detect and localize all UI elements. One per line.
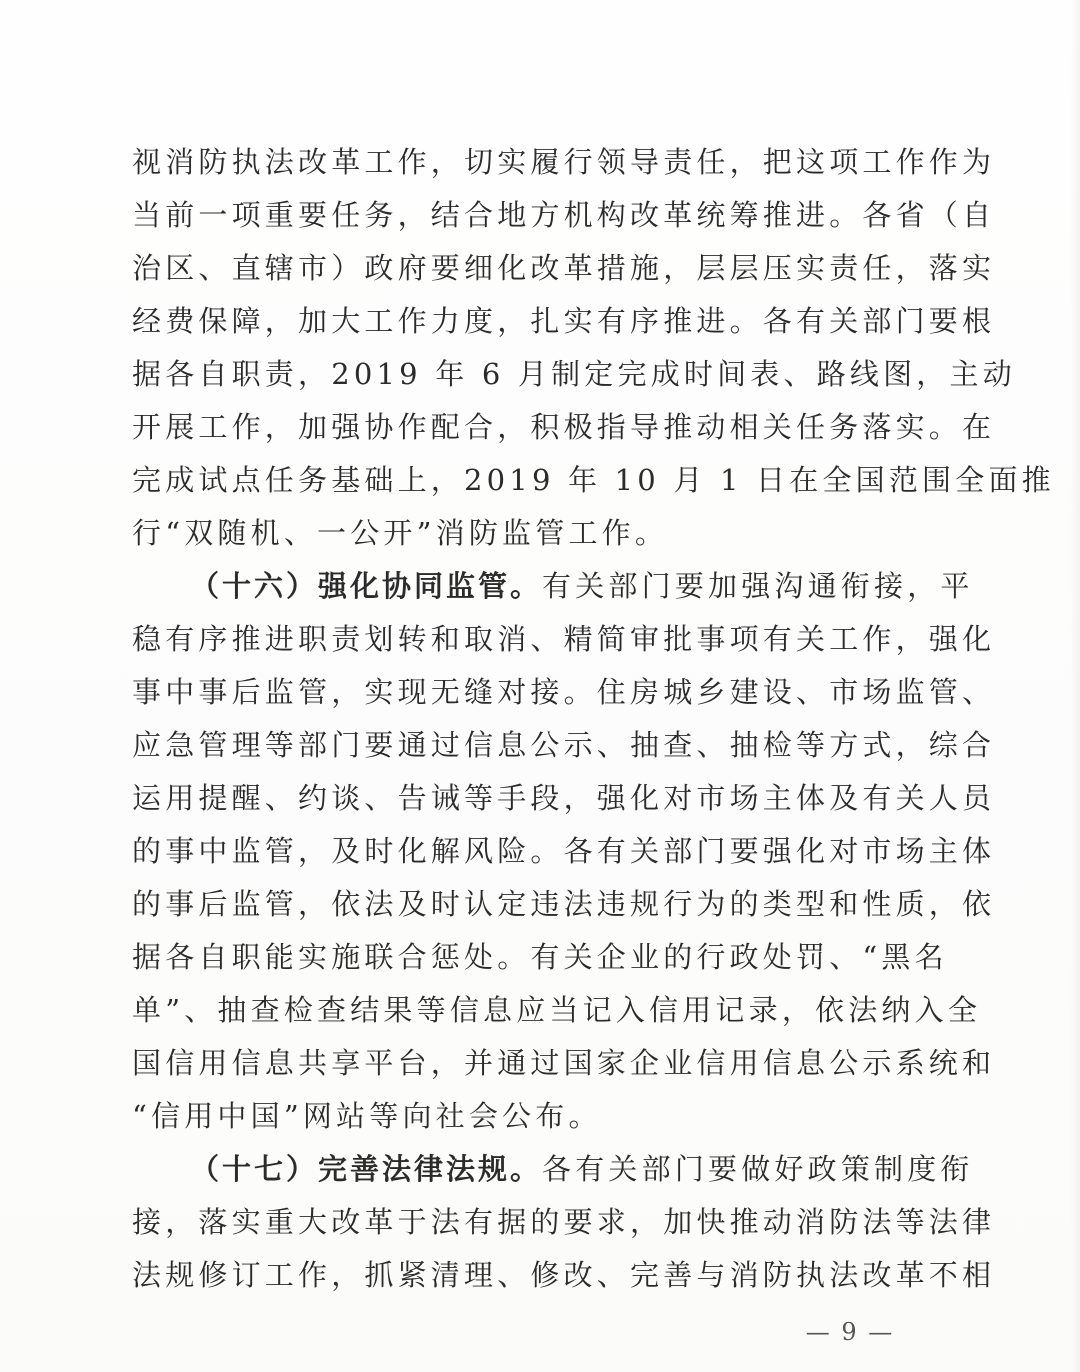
text-line: 单”、抽查检查结果等信息应当记入信用记录，依法纳入全 bbox=[132, 993, 982, 1027]
scan-edge-shadow bbox=[1070, 0, 1080, 1372]
text-line: 据各自职责，2019 年 6 月制定完成时间表、路线图，主动 bbox=[132, 357, 1016, 391]
text-line: 视消防执法改革工作，切实履行领导责任，把这项工作作为 bbox=[132, 145, 996, 179]
section-17-first-line bbox=[132, 1143, 974, 1196]
text-line: 运用提醒、约谈、告诫等手段，强化对市场主体及有关人员 bbox=[132, 781, 996, 815]
text-line: 接，落实重大改革于法有据的要求，加快推动消防法等法律 bbox=[132, 1205, 996, 1239]
section-16-first-line-text: 有关部门要加强沟通衔接，平 bbox=[542, 569, 974, 603]
text-line: 据各自职能实施联合惩处。有关企业的行政处罚、“黑名 bbox=[132, 940, 948, 974]
text-line: 经费保障，加大工作力度，扎实有序推进。各有关部门要根 bbox=[132, 304, 996, 338]
section-16-first-line bbox=[132, 560, 974, 613]
text-line: 的事后监管，依法及时认定违法违规行为的类型和性质，依 bbox=[132, 887, 996, 921]
text-line: 开展工作，加强协作配合，积极指导推动相关任务落实。在 bbox=[132, 410, 996, 444]
text-line: 完成试点任务基础上，2019 年 10 月 1 日在全国范围全面推 bbox=[132, 463, 1055, 497]
section-16-heading: （十六）强化协同监管。 bbox=[190, 569, 543, 603]
text-line: 事中事后监管，实现无缝对接。住房城乡建设、市场监管、 bbox=[132, 675, 996, 709]
text-line: 稳有序推进职责划转和取消、精简审批事项有关工作，强化 bbox=[132, 622, 996, 656]
section-17-heading: （十七）完善法律法规。 bbox=[190, 1152, 543, 1186]
page-number: — 9 — bbox=[805, 1318, 895, 1346]
text-line: 应急管理等部门要通过信息公示、抽查、抽检等方式，综合 bbox=[132, 728, 996, 762]
text-line: 法规修订工作，抓紧清理、修改、完善与消防执法改革不相 bbox=[132, 1258, 996, 1292]
text-line: 的事中监管，及时化解风险。各有关部门要强化对市场主体 bbox=[132, 834, 996, 868]
text-line: 当前一项重要任务，结合地方机构改革统筹推进。各省（自 bbox=[132, 198, 996, 232]
text-line: 国信用信息共享平台，并通过国家企业信用信息公示系统和 bbox=[132, 1046, 996, 1080]
text-line: 治区、直辖市）政府要细化改革措施，层层压实责任，落实 bbox=[132, 251, 996, 285]
text-line: 行“双随机、一公开”消防监管工作。 bbox=[132, 516, 669, 550]
document-body bbox=[132, 136, 1055, 1302]
text-line: “信用中国”网站等向社会公布。 bbox=[132, 1099, 602, 1133]
section-17-first-line-text: 各有关部门要做好政策制度衔 bbox=[542, 1152, 974, 1186]
